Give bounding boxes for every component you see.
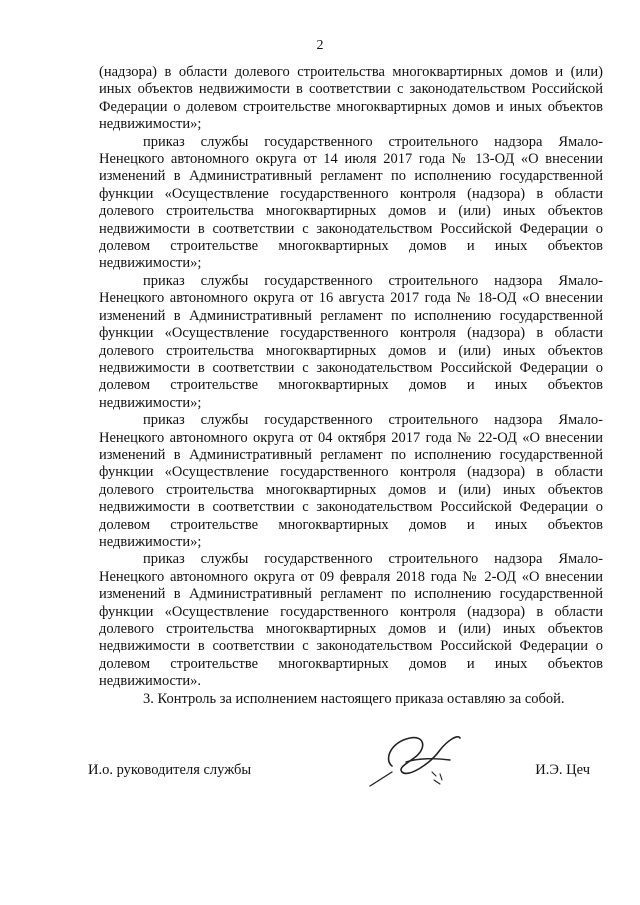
paragraph-order-22-od: приказ службы государственного строительного надзора Ямало-Ненецкого автономного округа от 04 октября 2017 года № 22-ОД «О внесении изменений в Административный регламент по исполнению государственной функции «Осуществление государственного контроля (надзора) в области долевого строительства многоквартирных домов и (или) иных объектов недвижимости в соответствии с законодательством Российской Федерации о долевом строительстве многоквартирных домов и иных объектов недвижимости»; [99, 412, 603, 550]
page-number: 2 [316, 38, 324, 53]
signatory-name: И.Э. Цеч [535, 762, 590, 778]
paragraph-order-18-od: приказ службы государственного строительного надзора Ямало-Ненецкого автономного округа от 16 августа 2017 года № 18-ОД «О внесении изменений в Административный регламент по исполнению государственной функции «Осуществление государственного контроля (надзора) в области долевого строительства многоквартирных домов и (или) иных объектов недвижимости в соответствии с законодательством Российской Федерации о долевом строительстве многоквартирных домов и иных объектов недвижимости»; [99, 272, 603, 411]
document-body [99, 64, 603, 708]
signatory-title: И.о. руководителя службы [88, 762, 252, 778]
paragraph-continued: (надзора) в области долевого строительства многоквартирных домов и (или) иных объектов недвижимости в соответствии с законодательством Российской Федерации о долевом строительстве многоквартирных домов и иных объектов недвижимости»; [99, 64, 603, 133]
paragraph-control-clause: 3. Контроль за исполнением настоящего приказа оставляю за собой. [143, 690, 565, 707]
paragraph-order-2-od: приказ службы государственного строительного надзора Ямало-Ненецкого автономного округа от 09 февраля 2018 года № 2-ОД «О внесении изменений в Административный регламент по исполнению государственной функции «Осуществление государственного контроля (надзора) в области долевого строительства многоквартирных домов и (или) иных объектов недвижимости в соответствии с законодательством Российской Федерации о долевом строительстве многоквартирных домов и иных объектов недвижимости». [99, 551, 603, 690]
handwritten-signature [362, 728, 472, 790]
paragraph-order-13-od: приказ службы государственного строительного надзора Ямало-Ненецкого автономного округа от 14 июля 2017 года № 13-ОД «О внесении изменений в Административный регламент по исполнению государственной функции «Осуществление государственного контроля (надзора) в области долевого строительства многоквартирных домов и (или) иных объектов недвижимости в соответствии с законодательством Российской Федерации о долевом строительстве многоквартирных домов и иных объектов недвижимости»; [99, 133, 603, 272]
